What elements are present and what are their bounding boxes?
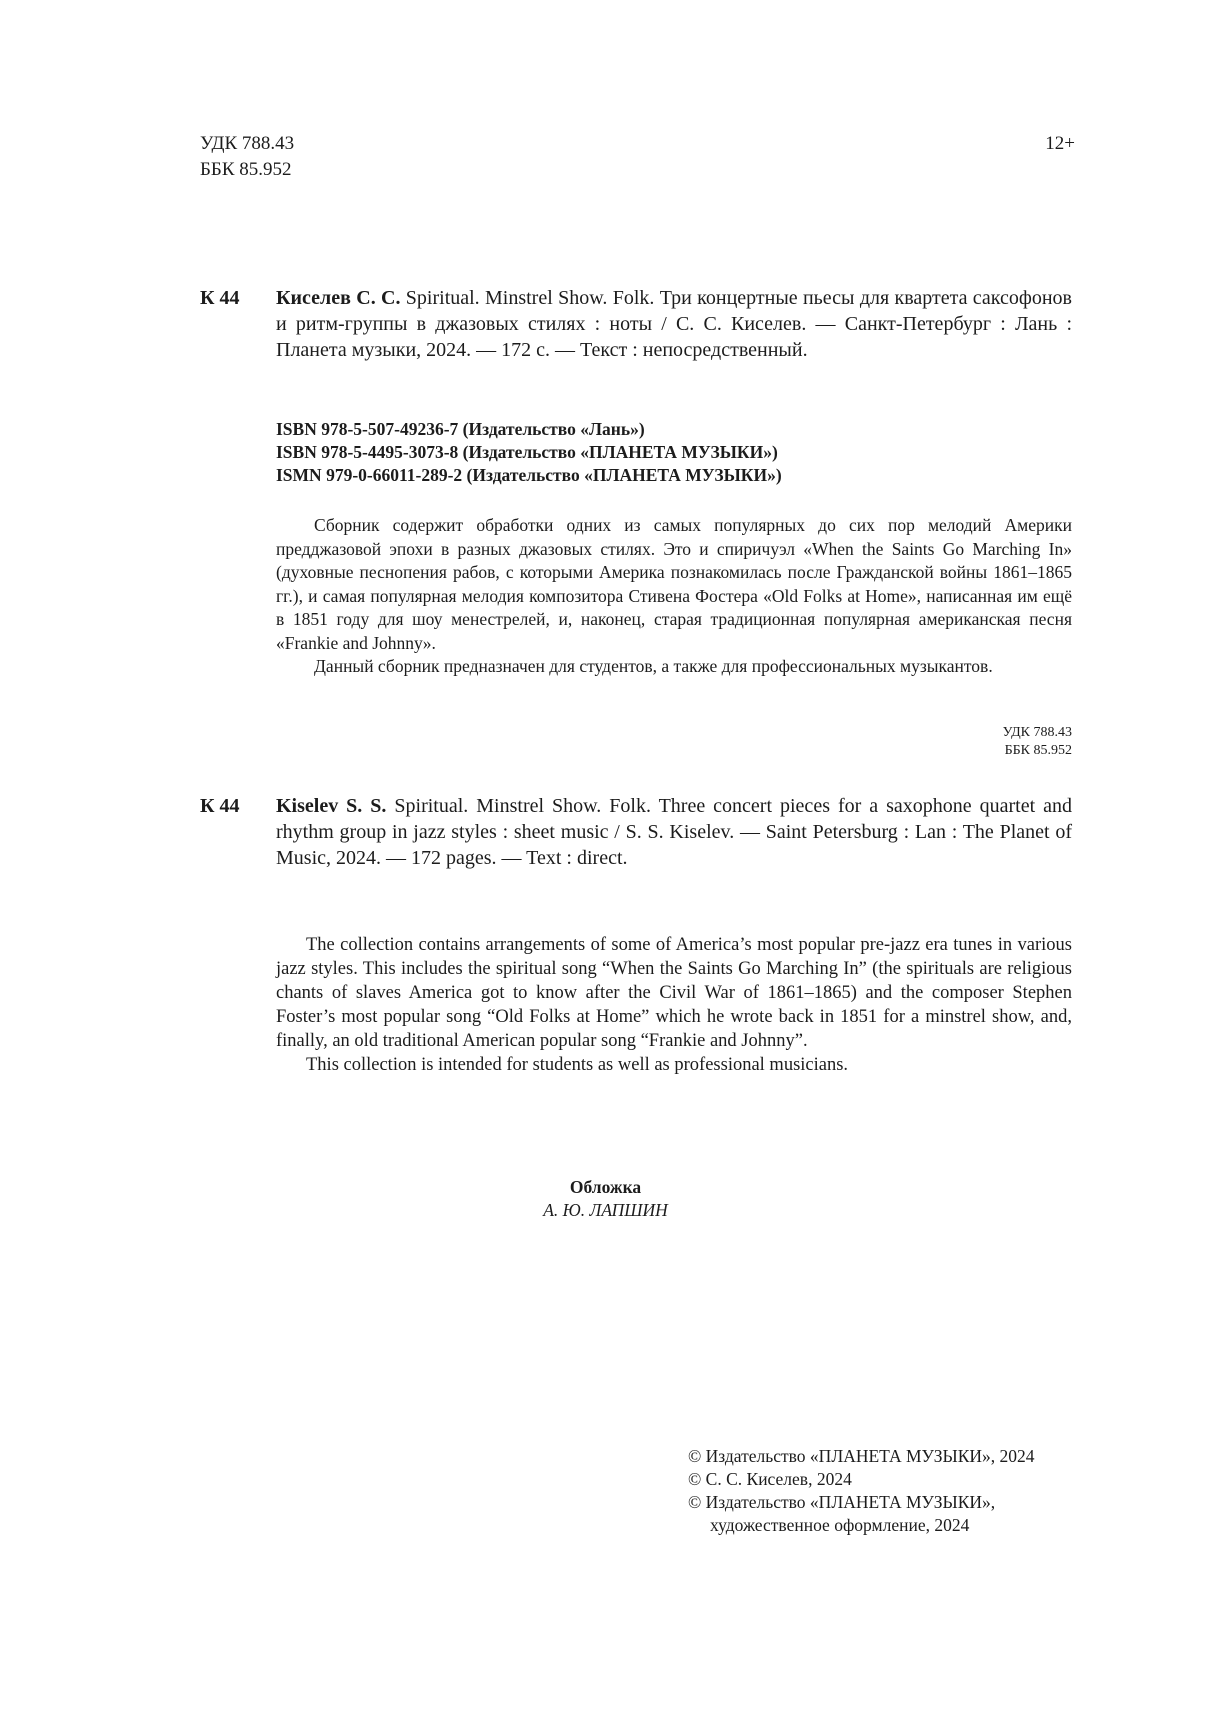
copyright-line: © Издательство «ПЛАНЕТА МУЗЫКИ», 2024 — [688, 1446, 1035, 1466]
author-mark-ru: К 44 — [200, 287, 240, 309]
bibliographic-description-ru: Spiritual. Minstrel Show. Folk. Три концертные пьесы для квартета саксофонов и ритм-группы в джазовых стилях : ноты / С. С. Киселев. — Санкт-Петербург : Лань : Планета музыки, 2024. — 172 с. — Текст : непосредственный. — [276, 287, 1073, 361]
classification-header — [200, 131, 294, 183]
cover-label: Обложка — [569, 1177, 642, 1197]
annotation-en-paragraph: This collection is intended for students as well as professional musicians. — [306, 1055, 849, 1075]
copyright-block — [688, 1445, 1035, 1537]
annotation-en — [276, 933, 1072, 1077]
bibliographic-entry-en — [276, 793, 1072, 871]
annotation-index — [1003, 724, 1072, 760]
isbn-block — [276, 418, 782, 487]
copyright-line: © С. С. Киселев, 2024 — [688, 1469, 852, 1489]
cover-credit — [0, 1176, 1211, 1222]
annotation-udk: УДК 788.43 — [1002, 725, 1072, 740]
cover-artist: А. Ю. ЛАПШИН — [543, 1200, 668, 1220]
isbn-line: ISBN 978-5-507-49236-7 (Издательство «Лань») — [276, 419, 645, 439]
author-name-en: Kiselev S. S. — [276, 795, 387, 817]
annotation-ru-paragraph: Сборник содержит обработки одних из самых популярных до сих пор мелодий Америки предджазовой эпохи в разных джазовых стилях. Это и спиричуэл «When the Saints Go Marching In» (духовные песнопения рабов, с которыми Америка познакомилась после Гражданской войны 1861–1865 гг.), и самая популярная мелодия композитора Стивена Фостера «Old Folks at Home», написанная им ещё в 1851 году для шоу менестрелей, и, наконец, старая традиционная популярная американская песня «Frankie and Johnny». — [276, 515, 1072, 653]
author-mark-en: К 44 — [200, 795, 240, 817]
udk-code: УДК 788.43 — [200, 133, 295, 154]
bbk-code: ББК 85.952 — [200, 159, 292, 180]
age-rating: 12+ — [1045, 133, 1075, 154]
bibliographic-entry-ru — [276, 285, 1072, 363]
bibliographic-description-en: Spiritual. Minstrel Show. Folk. Three concert pieces for a saxophone quartet and rhythm group in jazz styles : sheet music / S. S. Kiselev. — Saint Petersburg : Lan : The Planet of Music, 2024. — 172 pages. — Text : direct. — [276, 795, 1073, 869]
author-name-ru: Киселев С. С. — [276, 287, 401, 309]
ismn-line: ISMN 979-0-66011-289-2 (Издательство «ПЛАНЕТА МУЗЫКИ») — [276, 465, 782, 485]
annotation-ru — [276, 514, 1072, 679]
copyright-line: © Издательство «ПЛАНЕТА МУЗЫКИ», — [688, 1492, 996, 1512]
annotation-en-paragraph: The collection contains arrangements of some of America’s most popular pre-jazz era tunes in various jazz styles. This includes the spiritual song “When the Saints Go Marching In” (the spirituals are religious chants of slaves America got to know after the Civil War of 1861–1865) and the composer Stephen Foster’s most popular song “Old Folks at Home” which he wrote back in 1851 for a minstrel show, and, finally, an old traditional American popular song “Frankie and Johnny”. — [276, 935, 1072, 1051]
isbn-line: ISBN 978-5-4495-3073-8 (Издательство «ПЛАНЕТА МУЗЫКИ») — [276, 442, 778, 462]
annotation-bbk: ББК 85.952 — [1004, 743, 1072, 758]
annotation-ru-paragraph: Данный сборник предназначен для студентов, а также для профессиональных музыкантов. — [314, 656, 993, 676]
copyright-line: художественное оформление, 2024 — [710, 1515, 970, 1535]
